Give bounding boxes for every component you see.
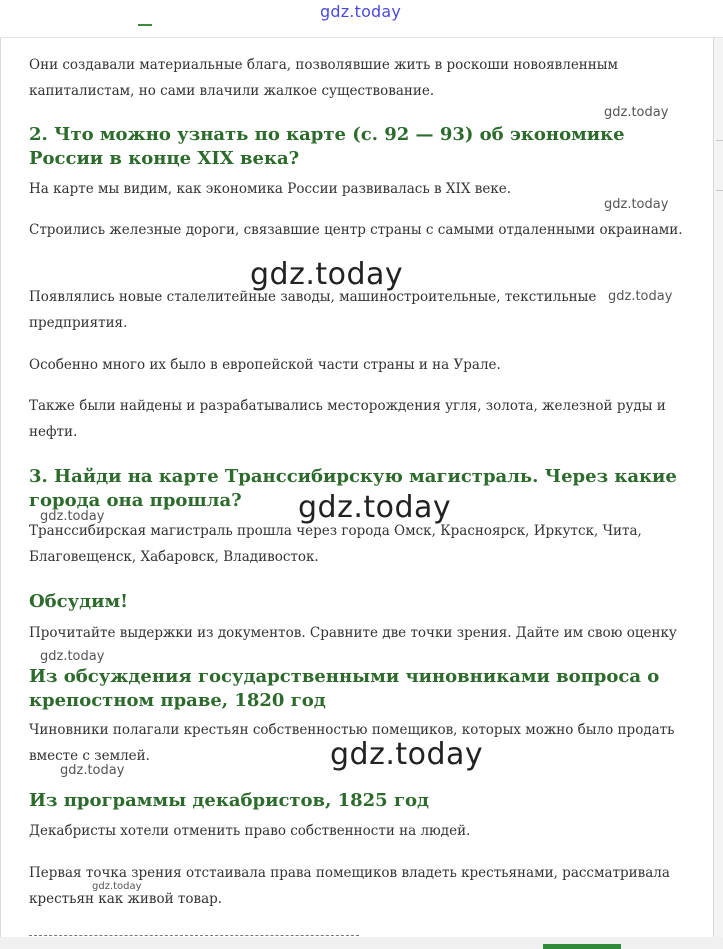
watermark: gdz.today — [608, 289, 673, 304]
paragraph-officials: Чиновники полагали крестьян собственностью помещиков, которых можно было продать вместе с землей. — [29, 722, 675, 764]
heading-decembrists: Из программы декабристов, 1825 год — [29, 790, 429, 811]
content-left-border — [0, 38, 1, 938]
watermark: gdz.today — [604, 197, 669, 212]
watermark: gdz.today — [604, 105, 669, 120]
watermark-large: gdz.today — [330, 737, 484, 772]
heading-officials: Из обсуждения государственными чиновниками вопроса о крепостном праве, 1820 год — [29, 666, 660, 711]
paragraph-transsib: Транссибирская магистраль прошла через города Омск, Красноярск, Иркутск, Чита, Благовещенск, Хабаровск, Владивосток. — [29, 523, 642, 565]
site-logo[interactable]: gdz.today — [320, 2, 402, 21]
menu-dash-icon[interactable] — [138, 24, 152, 26]
gutter-tick — [716, 140, 723, 141]
paragraph-map: На карте мы видим, как экономика России развивалась в XIX веке. — [29, 181, 512, 197]
watermark: gdz.today — [60, 763, 125, 778]
paragraph-deposits: Также были найдены и разрабатывались месторождения угля, золота, железной руды и нефти. — [29, 398, 666, 440]
watermark: gdz.today — [40, 509, 105, 524]
right-gutter — [714, 38, 723, 938]
gutter-tick — [716, 190, 723, 191]
paragraph-viewpoint: Первая точка зрения отстаивала права помещиков владеть крестьянами, рассматривала крестьян как живой товар. — [29, 865, 670, 907]
header-divider — [0, 37, 723, 38]
bottom-action-button[interactable] — [543, 944, 621, 949]
heading-question-3: 3. Найди на карте Транссибирскую магистраль. Через какие города она прошла? — [29, 466, 677, 511]
paragraph-factories: Появлялись новые сталелитейные заводы, машиностроительные, текстильные предприятия. — [29, 289, 597, 331]
top-bar — [0, 0, 723, 38]
heading-discuss: Обсудим! — [29, 591, 129, 612]
heading-question-2: 2. Что можно узнать по карте (с. 92 — 93) об экономике России в конце XIX века? — [29, 124, 625, 169]
watermark: gdz.today — [40, 649, 105, 664]
paragraph-discuss: Прочитайте выдержки из документов. Сравните две точки зрения. Дайте им свою оценку — [29, 625, 677, 641]
paragraph-decembrists: Декабристы хотели отменить право собственности на людей. — [29, 823, 471, 839]
paragraph-intro: Они создавали материальные блага, позволявшие жить в роскоши новоявленным капиталистам, но сами влачили жалкое существование. — [29, 57, 619, 99]
paragraph-railways: Строились железные дороги, связавшие центр страны с самыми отдаленными окраинами. — [29, 222, 683, 238]
watermark-large: gdz.today — [250, 257, 404, 292]
paragraph-regions: Особенно много их было в европейской части страны и на Урале. — [29, 357, 501, 373]
watermark-small: gdz.today — [92, 881, 142, 892]
watermark-large: gdz.today — [298, 490, 452, 525]
